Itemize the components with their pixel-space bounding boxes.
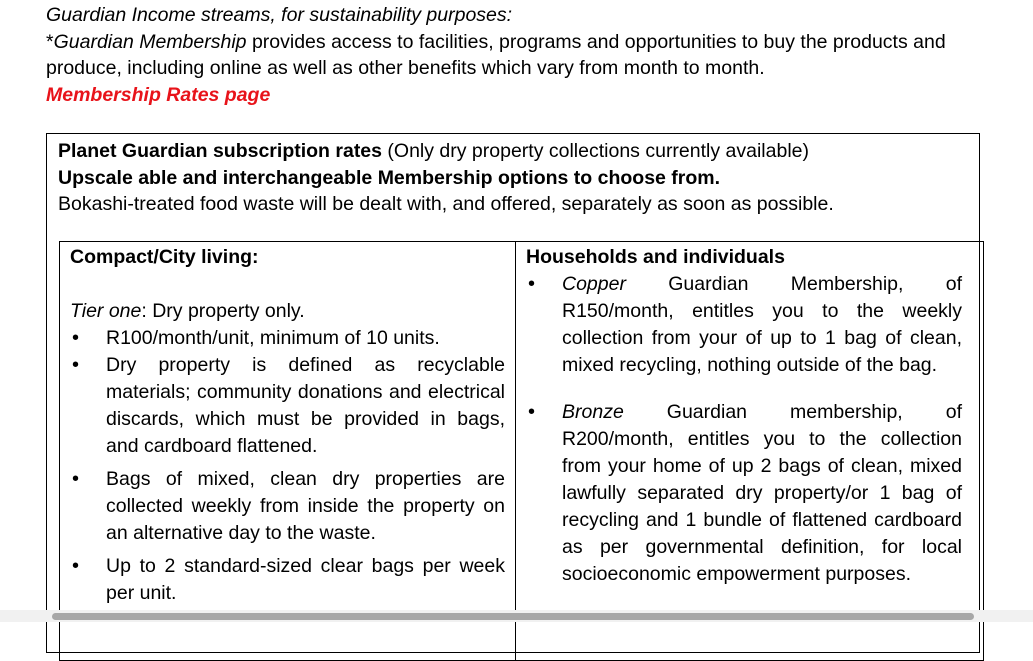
- upscale-options-line: Upscale able and interchangeable Membership options to choose from.: [58, 166, 721, 189]
- membership-asterisk: *: [46, 30, 54, 53]
- copper-tier-name: Copper: [562, 273, 626, 295]
- list-item: • Dry property is defined as recyclable materials; community donations and electrical discards, which must be provided in bags, and cardboard flattened.: [70, 352, 505, 460]
- compact-city-list: [70, 325, 505, 607]
- tier-one-label: Tier one: [70, 300, 142, 322]
- compact-city-column: [70, 242, 505, 607]
- list-item: • Up to 2 standard-sized clear bags per week per unit.: [70, 553, 505, 607]
- membership-description: provides access to facilities, programs and opportunities to buy the products and produce, including online as well as other benefits which vary from month to month.: [46, 30, 946, 79]
- households-title: Households and individuals: [526, 246, 785, 268]
- compact-city-title: Compact/City living:: [70, 246, 259, 268]
- list-item: • Bags of mixed, clean dry properties are collected weekly from inside the property on an alternative day to the waste.: [70, 466, 505, 547]
- households-list: [526, 271, 962, 588]
- subscription-rates-note: (Only dry property collections currently available): [382, 140, 810, 162]
- bokashi-note: Bokashi-treated food waste will be dealt with, and offered, separately as soon as possible.: [58, 193, 834, 215]
- subscription-rates-box: [46, 133, 980, 653]
- list-item: [526, 271, 962, 379]
- intro-heading: Guardian Income streams, for sustainability purposes:: [46, 4, 513, 26]
- copper-tier-text: Guardian Membership, of R150/month, entitles you to the weekly collection from your of up to 1 bag of clean, mixed recycling, nothing outside of the bag.: [562, 273, 962, 376]
- horizontal-scrollbar[interactable]: [0, 610, 1033, 622]
- column-divider: [515, 242, 516, 660]
- list-item: • R100/month/unit, minimum of 10 units.: [70, 325, 505, 352]
- tier-one-text: : Dry property only.: [141, 300, 305, 322]
- membership-paragraph: [46, 29, 1006, 82]
- tier-one-line: [70, 298, 505, 325]
- subscription-rates-header: [58, 138, 968, 218]
- intro-section: [46, 2, 1006, 108]
- scrollbar-thumb[interactable]: [52, 613, 974, 620]
- membership-name: Guardian Membership: [53, 30, 247, 53]
- subscription-rates-title: Planet Guardian subscription rates: [58, 140, 382, 162]
- rates-table: [59, 241, 984, 661]
- households-column: [526, 242, 962, 588]
- membership-rates-link[interactable]: Membership Rates page: [46, 83, 271, 106]
- list-item: [526, 399, 962, 588]
- bronze-tier-text: Guardian membership, of R200/month, entitles you to the collection from your home of up 2 bags of clean, mixed lawfully separated dry property/or 1 bag of recycling and 1 bundle of flattened cardboard as per governmental definition, for local socioeconomic empowerment purposes.: [562, 401, 962, 585]
- bronze-tier-name: Bronze: [562, 401, 624, 423]
